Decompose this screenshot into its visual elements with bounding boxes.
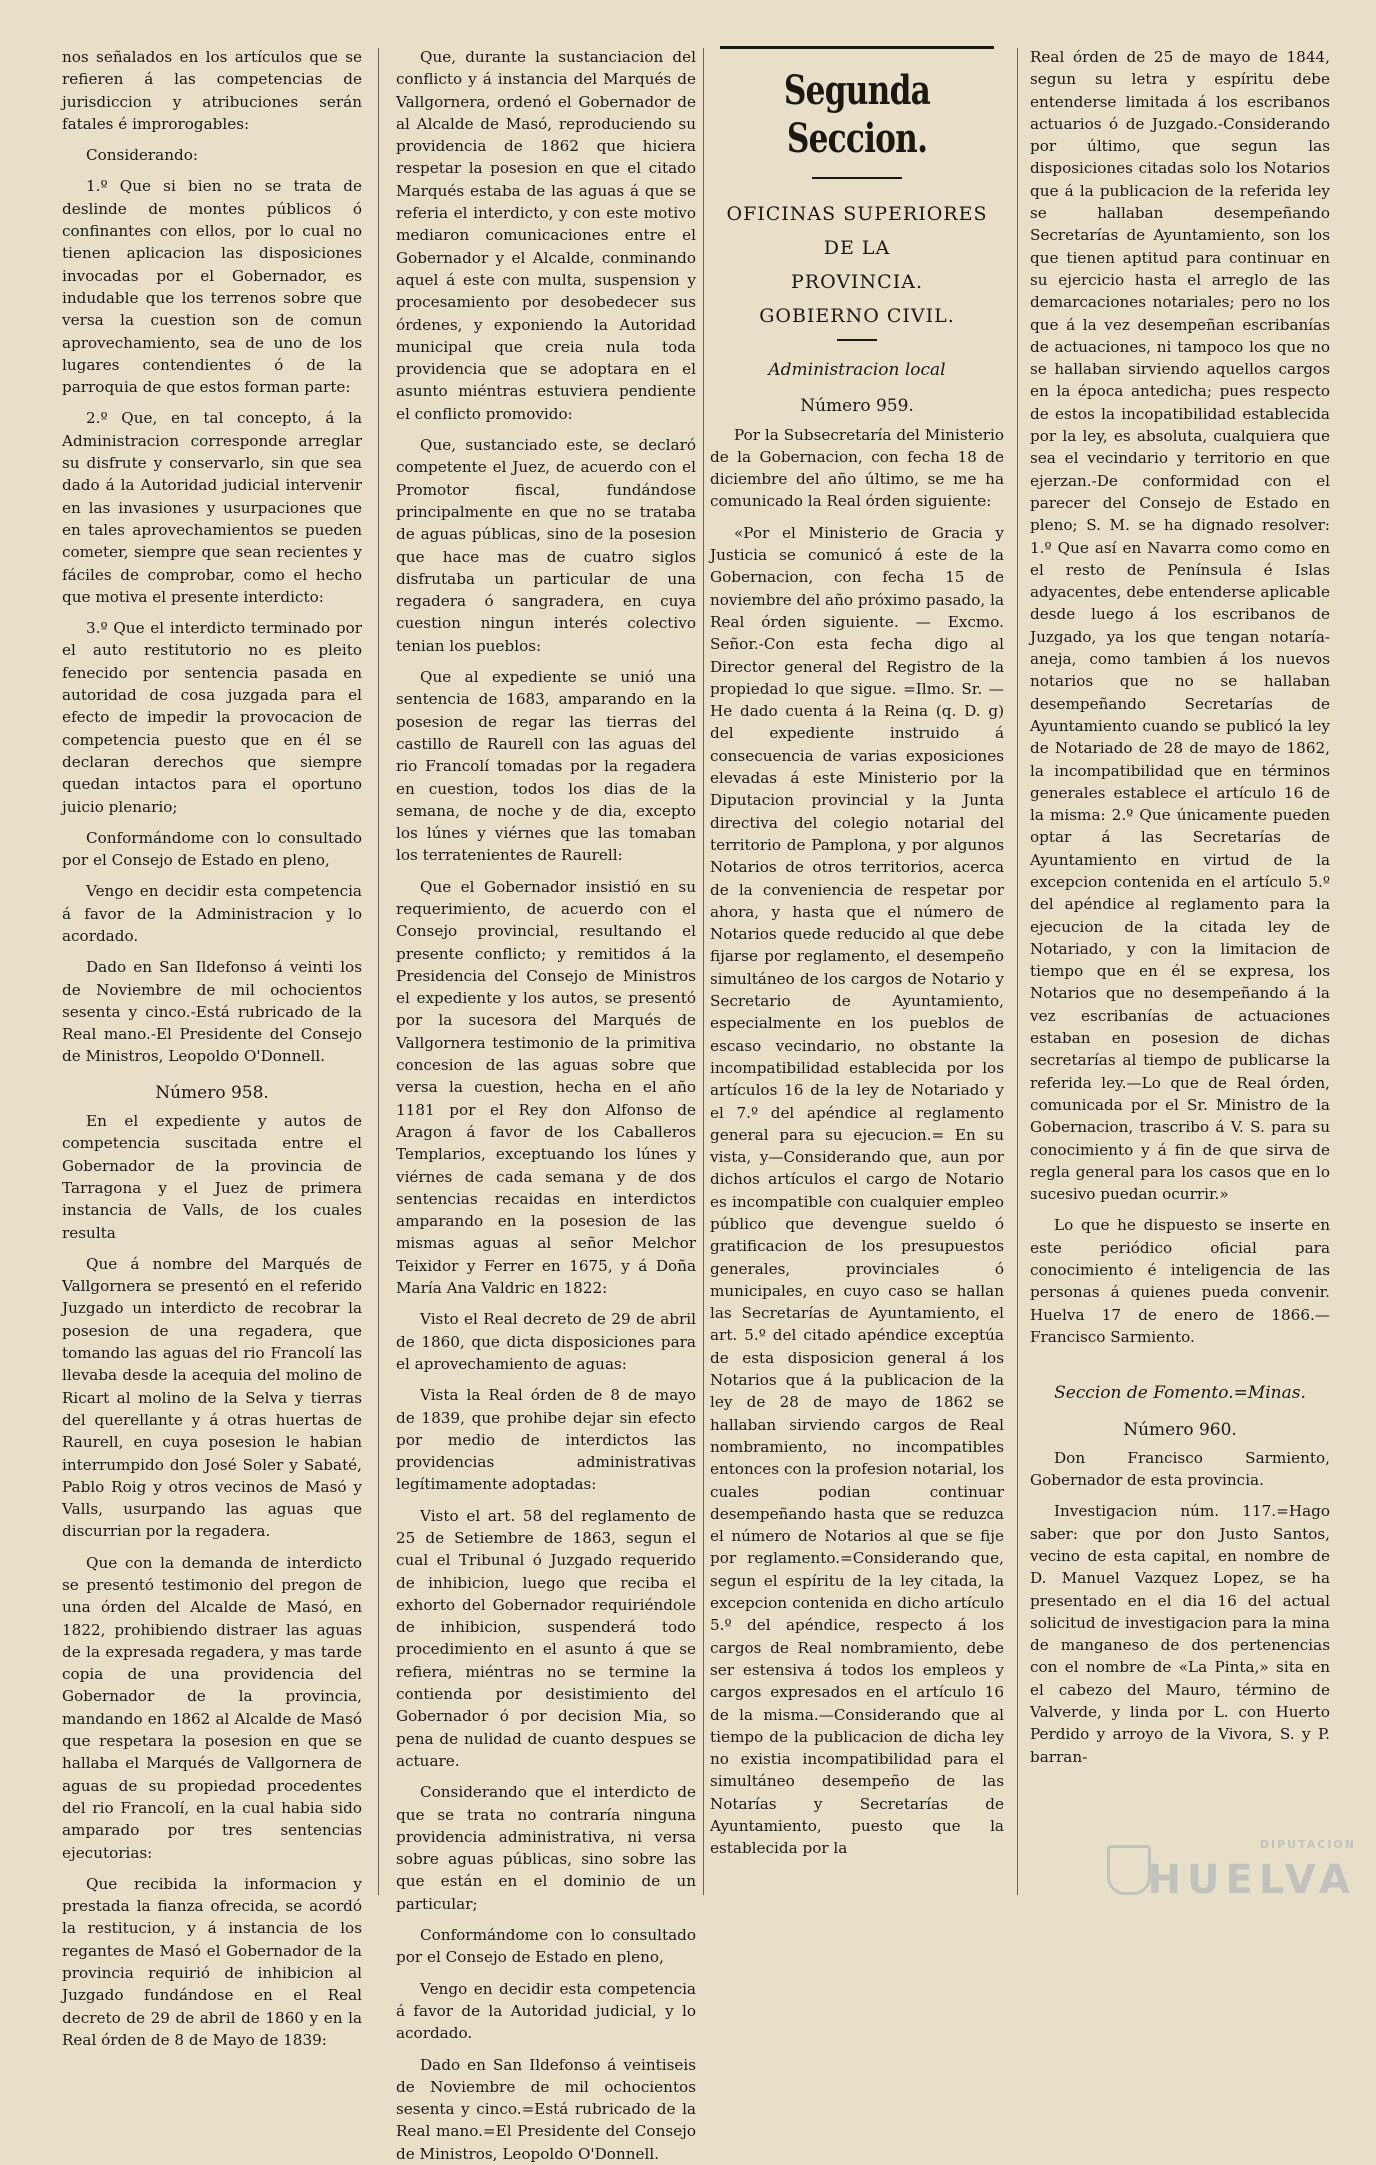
- subsection-heading: Seccion de Fomento.=Minas.: [1054, 1383, 1306, 1404]
- decree-number-959: Número 959.: [800, 396, 914, 417]
- decree-number-958: Número 958.: [155, 1082, 269, 1103]
- archive-watermark: [1147, 1833, 1356, 1903]
- paragraph: Que el Gobernador insistió en su requerimiento, de acuerdo con el Consejo provincial, resultando el presente conflicto; y remitidos á la Presidencia del Consejo de Ministros el expediente y los autos, se presentó por la sucesora del Marqués de Vallgornera testimonio de la primitiva concesion de las aguas sobre que versa la cuestion, hecha en el año 1181 por el Rey don Alfonso de Aragon á favor de los Caballeros Templarios, exceptuando los lúnes y viérnes de cada semana y de dos sentencias recaidas en interdictos amparando en la posesion de las mismas aguas al señor Melchor Teixidor y Ferrer en 1675, y á Doña María Ana Valdric en 1822:: [396, 877, 696, 1298]
- subsection-heading: Administracion local: [768, 360, 946, 380]
- column-divider: [703, 48, 704, 1895]
- column-2: [396, 46, 696, 2163]
- paragraph: 2.º Que, en tal concepto, á la Administracion corresponde arreglar su disfrute y conservarlo, sin que sea dado á la Autoridad judicial intervenir en las invasiones y usurpaciones que en tales aprovechamientos se pueden cometer, siempre que sean recientes y fáciles de comprobar, como el hecho que motiva el presente interdicto:: [62, 409, 362, 606]
- divider-rule: [812, 177, 902, 179]
- paragraph: Conformándome con lo consultado por el Consejo de Estado en pleno,: [62, 828, 362, 870]
- column-divider: [1017, 48, 1018, 1895]
- paragraph: En el expediente y autos de competencia suscitada entre el Gobernador de la provincia de Tarragona y el Juez de primera instancia de Valls, de los cuales resulta: [62, 1112, 362, 1242]
- office-heading-line2: PROVINCIA.: [791, 271, 923, 293]
- watermark-text: HUELVA: [1147, 1857, 1356, 1903]
- paragraph: Visto el art. 58 del reglamento de 25 de Setiembre de 1863, segun el cual el Tribunal ó Juzgado requerido de inhibicion, luego que reciba el exhorto del Gobernador requiriéndole de inhibicion, suspenderá todo procedimiento en el asunto á que se refiera, miéntras no se termine la contienda por desistimiento del Gobernador ó por decision Mia, so pena de nulidad de cuanto despues se actuare.: [396, 1506, 696, 1770]
- paragraph: Vista la Real órden de 8 de mayo de 1839, que prohibe dejar sin efecto por medio de interdictos las providencias administrativas legítimamente adoptadas:: [396, 1386, 696, 1494]
- paragraph: Don Francisco Sarmiento, Gobernador de esta provincia.: [1030, 1448, 1330, 1490]
- paragraph: Conformándome con lo consultado por el Consejo de Estado en pleno,: [396, 1926, 696, 1967]
- considerando-heading: Considerando:: [86, 146, 198, 165]
- paragraph: Real órden de 25 de mayo de 1844, segun su letra y espíritu debe entenderse limitada á los escribanos actuarios ó de Juzgado.-Considerando por último, que segun las disposiciones citadas solo los Notarios que á la publicacion de la referida ley se hallaban desempeñando Secretarías de Ayuntamiento, son los que tienen aptitud para continuar en su ejercicio hasta el arreglo de las demarcaciones notariales; pero no los que á la vez desempeñan escribanías de actuaciones, ni tampoco los que no se hallaban sirviendo aquellos cargos en la época antedicha; pues respecto de estos la incopatibilidad establecida por la ley, es absoluta, cualquiera que sea el vecindario y territorio en que ejerzan.-De conformidad con el parecer del Consejo de Estado en pleno; S. M. se ha dignado resolver: 1.º Que así en Navarra como como en el resto de Península é Islas adyacentes, debe entenderse aplicable desde luego á los escribanos de Juzgado, ya los que tengan notaría-aneja, como tambien á los nuevos notarios que no se hallaban desempeñando Secretarías de Ayuntamiento cuando se publicó la ley de Notariado de 28 de mayo de 1862, la incompatibilidad que en términos generales establece el artículo 16 de la misma: 2.º Que únicamente pueden optar á las Secretarías de Ayuntamiento en virtud de la excepcion contenida en el artículo 5.º del apéndice al reglamento para la ejecucion de la citada ley de Notariado, y con la limitacion de tiempo que en él se expresa, los Notarios que no desempeñando á la vez escribanías de actuaciones estaban en posesion de dichas secretarías al tiempo de publicarse la referida ley.—Lo que de Real órden, comunicada por el Sr. Ministro de la Gobernacion, trascribo á V. S. para su conocimiento y á fin de que sirva de regla general para los casos que en lo sucesivo puedan ocurrir.»: [1030, 48, 1330, 1204]
- divider-rule: [837, 339, 877, 341]
- paragraph: Vengo en decidir esta competencia á favor de la Autoridad judicial, y lo acordado.: [396, 1979, 696, 2043]
- paragraph: Que, durante la sustanciacion del conflicto y á instancia del Marqués de Vallgornera, ordenó el Gobernador de al Alcalde de Masó, reproduciendo su providencia de 1862 que hiciera respetar la posesion en que el citado Marqués estaba de las aguas á que se referia el interdicto, y con este motivo mediaron comunicaciones entre el Gobernador y el Alcalde, conminando aquel á este con multa, suspension y procesamiento por desobedecer sus órdenes, y exponiendo la Autoridad municipal que creia nula toda providencia que se adoptara en el asunto miéntras estuviera pendiente el conflicto promovido:: [396, 48, 696, 423]
- paragraph: 1.º Que si bien no se trata de deslinde de montes públicos ó confinantes con ellos, por lo cual no tienen aplicacion las disposiciones invocadas por el Gobernador, es indudable que los terrenos sobre que versa la cuestion son de comun aprovechamiento, sea de uno de los lugares contendientes ó de la parroquia de que estos forman parte:: [62, 177, 362, 397]
- top-rule: [720, 46, 994, 49]
- column-4: [1030, 46, 1330, 1901]
- section-title: Segunda Seccion.: [783, 67, 931, 162]
- paragraph: 3.º Que el interdicto terminado por el auto restitutorio no es pleito fenecido por sentencia pasada en autoridad de cosa juzgada para el efecto de impedir la provocacion de competencia puesto que en él se declaran derechos que siempre quedan intactos para el oportuno juicio plenario;: [62, 619, 362, 816]
- paragraph: Vengo en decidir esta competencia á favor de la Administracion y lo acordado.: [62, 882, 362, 945]
- paragraph: Dado en San Ildefonso á veintiseis de Noviembre de mil ochocientos sesenta y cinco.=Está rubricado de la Real mano.=El Presidente del Consejo de Ministros, Leopoldo O'Donnell.: [396, 2055, 696, 2163]
- paragraph: Considerando que el interdicto de que se trata no contraría ninguna providencia administrativa, ni versa sobre aguas públicas, sino sobre las que están en el dominio de un particular;: [396, 1783, 696, 1913]
- paragraph: Que al expediente se unió una sentencia de 1683, amparando en la posesion de regar las tierras del castillo de Raurell con las aguas del rio Francolí tomadas por la regadera en cuestion, todos los dias de la semana, de noche y de dia, excepto los lúnes y viérnes que las tomaban los terratenientes de Raurell:: [396, 668, 696, 865]
- paragraph: Que á nombre del Marqués de Vallgornera se presentó en el referido Juzgado un interdicto de recobrar la posesion de una regadera, que tomando las aguas del rio Francolí las llevaba desde la acequia del molino de Ricart al molino de la Selva y tierras del querellante y á otras huertas de Raurell, en cuya posesion le habian interrumpido don José Soler y Sabaté, Pablo Roig y otros vecinos de Masó y Valls, usurpando las aguas que discurrian por la regadera.: [62, 1254, 362, 1541]
- column-divider: [378, 48, 379, 1895]
- paragraph: Que con la demanda de interdicto se presentó testimonio del pregon de una órden del Alcalde de Masó, en 1822, prohibiendo distraer las aguas de la expresada regadera, y mas tarde copia de una providencia del Gobernador de la provincia, mandando en 1862 al Alcalde de Masó que respetara la posesion en que se hallaba el Marqués de Vallgornera de aguas de su propiedad procedentes del rio Francolí, en la cual habia sido amparado por tres sentencias ejecutorias:: [62, 1553, 362, 1862]
- paragraph: Por la Subsecretaría del Ministerio de la Gobernacion, con fecha 18 de diciembre del año último, se me ha comunicado la Real órden siguiente:: [710, 425, 1004, 511]
- paragraph: Que recibida la informacion y prestada la fianza ofrecida, se acordó la restitucion, y á instancia de los regantes de Masó el Gobernador de la provincia requirió de inhibicion al Juzgado fundándose en el Real decreto de 29 de abril de 1860 y en la Real órden de 8 de Mayo de 1839:: [62, 1874, 362, 2049]
- decree-number-960: Número 960.: [1123, 1419, 1237, 1440]
- office-heading-line3: GOBIERNO CIVIL.: [759, 305, 955, 327]
- shield-icon: [1107, 1845, 1151, 1895]
- column-3: [710, 46, 1004, 1901]
- paragraph: Investigacion núm. 117.=Hago saber: que por don Justo Santos, vecino de esta capital, en nombre de D. Manuel Vazquez Lopez, se ha presentado en el dia 16 del actual solicitud de investigacion para la mina de manganeso de dos pertenencias con el nombre de «La Pinta,» sita en el cabezo del Mauro, término de Valverde, y linda por L. con Huerto Perdido y arroyo de la Vivora, S. y P. barran-: [1030, 1502, 1330, 1766]
- watermark-small-text: DIPUTACIÓN: [1259, 1838, 1356, 1851]
- paragraph: Que, sustanciado este, se declaró competente el Juez, de acuerdo con el Promotor fiscal, fundándose principalmente en que no se trataba de aguas públicas, sino de la posesion que hace mas de cuatro siglos disfrutaba un particular de una regadera ó sangradera, en cuya cuestion ningun interés colectivo tenian los pueblos:: [396, 436, 696, 655]
- office-heading-line1: OFICINAS SUPERIORES DE LA: [726, 203, 988, 259]
- paragraph: Dado en San Ildefonso á veinti los de Noviembre de mil ochocientos sesenta y cinco.-Está rubricado de la Real mano.-El Presidente del Consejo de Ministros, Leopoldo O'Donnell.: [62, 958, 362, 1066]
- paragraph: Visto el Real decreto de 29 de abril de 1860, que dicta disposiciones para el aprovechamiento de aguas:: [396, 1310, 696, 1373]
- column-1: [62, 46, 362, 2049]
- paragraph: «Por el Ministerio de Gracia y Justicia se comunicó á este de la Gobernacion, con fecha 15 de noviembre del año próximo pasado, la Real órden siguiente. — Excmo. Señor.-Con esta fecha digo al Director general del Registro de la propiedad lo que sigue. =Ilmo. Sr. — He dado cuenta á la Reina (q. D. g) del expediente instruido á consecuencia de varias exposiciones elevadas á este Ministerio por la Diputacion provincial y la Junta directiva del colegio notarial del territorio de Pamplona, y por algunos Notarios de otros territorios, acerca de la conveniencia de respetar por ahora, y hasta que el número de Notarios quede reducido al que debe fijarse por reglamento, el desempeño simultáneo de los cargos de Notario y Secretario de Ayuntamiento, especialmente en los pueblos de escaso vecindario, no obstante la incompatibilidad establecida por los artículos 16 de la ley de Notariado y el 7.º del apéndice al reglamento general para su ejecucion.= En su vista, y—Considerando que, aun por dichos artículos el cargo de Notario es incompatible con cualquier empleo público que devengue sueldo ó gratificacion de los presupuestos generales, provinciales ó municipales, en cuyo caso se hallan las Secretarías de Ayuntamiento, el art. 5.º del citado apéndice exceptúa de esta disposicion general á los Notarios que á la publicacion de la ley de 28 de mayo de 1862 se hallaban sirviendo cargos de Real nombramiento, no incompatibles entonces con la profesion notarial, los cuales podian continuar desempeñando hasta que se reduzca el número de Notarios al que se fije por reglamento.=Considerando que, segun el espíritu de la ley citada, la excepcion contenida en dicho artículo 5.º del apéndice, respecto á los cargos de Real nombramiento, debe ser estensiva á todos los empleos y cargos expresados en el artículo 16 de la misma.—Considerando que al tiempo de la publicacion de dicha ley no existia incompatibilidad para el simultáneo desempeño de las Notarías y Secretarías de Ayuntamiento, puesto que la establecida por la: [710, 523, 1004, 1858]
- paragraph: Lo que he dispuesto se inserte en este periódico oficial para conocimiento é inteligencia de las personas á quienes pueda convenir. Huelva 17 de enero de 1866.—Francisco Sarmiento.: [1030, 1216, 1330, 1346]
- paragraph: nos señalados en los artículos que se refieren á las competencias de jurisdiccion y atribuciones serán fatales é improrogables:: [62, 48, 362, 133]
